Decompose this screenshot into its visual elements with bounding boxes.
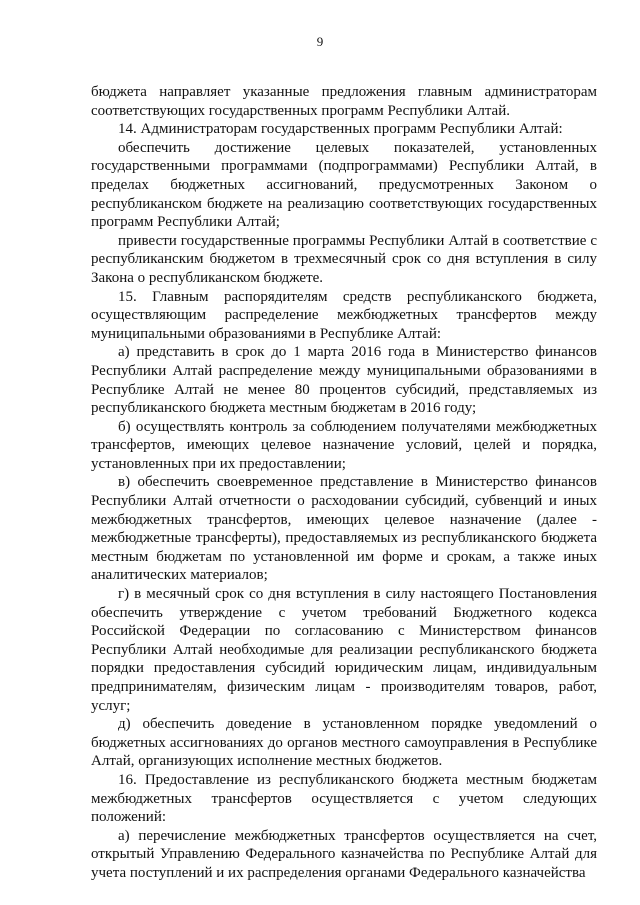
paragraph: г) в месячный срок со дня вступления в силу настоящего Постановления обеспечить утверждение с учетом требований Бюджетного кодекса Российской Федерации по согласованию с Министерством финансов Республики Алтай необходимые для реализации республиканского бюджета порядки предоставления субсидий юридическим лицам, индивидуальным предпринимателям, физическим лицам - производителям товаров, работ, услуг;	[91, 586, 597, 714]
paragraph: б) осуществлять контроль за соблюдением получателями межбюджетных трансфертов, имеющих целевое назначение условий, целей и порядка, установленных при их предоставлении;	[91, 418, 597, 472]
page-number: 9	[316, 34, 324, 49]
paragraph: 15. Главным распорядителям средств республиканского бюджета, осуществляющим распределение межбюджетных трансфертов между муниципальными образованиями в Республике Алтай:	[91, 288, 597, 342]
paragraph: 14. Администраторам государственных программ Республики Алтай:	[118, 121, 563, 138]
paragraph: д) обеспечить доведение в установленном порядке уведомлений о бюджетных ассигнованиях до органов местного самоуправления в Республике Алтай, организующих исполнение местных бюджетов.	[91, 716, 597, 770]
paragraph: а) представить в срок до 1 марта 2016 года в Министерство финансов Республики Алтай распределение между муниципальными образованиями в Республике Алтай не менее 80 процентов субсидий, представляемых из республиканского бюджета местным бюджетам в 2016 году;	[91, 344, 597, 417]
document-body	[91, 83, 597, 883]
paragraph: обеспечить достижение целевых показателей, установленных государственными программами (подпрограммами) Республики Алтай, в пределах бюджетных ассигнований, предусмотренных Законом о республиканском бюджете на реализацию соответствующих государственных программ Республики Алтай;	[91, 139, 597, 231]
paragraph: а) перечисление межбюджетных трансфертов осуществляется на счет, открытый Управлению Федерального казначейства по Республике Алтай для учета поступлений и их распределения органами Федерального казначейства	[91, 827, 597, 881]
paragraph: 16. Предоставление из республиканского бюджета местным бюджетам межбюджетных трансфертов осуществляется с учетом следующих положений:	[91, 771, 597, 826]
paragraph: привести государственные программы Республики Алтай в соответствие с республиканским бюджетом в трехмесячный срок со дня вступления в силу Закона о республиканском бюджете.	[91, 232, 597, 286]
paragraph: бюджета направляет указанные предложения главным администраторам соответствующих государственных программ Республики Алтай.	[91, 84, 597, 119]
paragraph: в) обеспечить своевременное представление в Министерство финансов Республики Алтай отчетности о расходовании субсидий, субвенций и иных межбюджетных трансфертов, имеющих целевое назначение (далее - межбюджетные трансферты), предоставляемых из республиканского бюджета местным бюджетам по установленной им форме и срокам, а также иных аналитических материалов;	[91, 474, 597, 584]
